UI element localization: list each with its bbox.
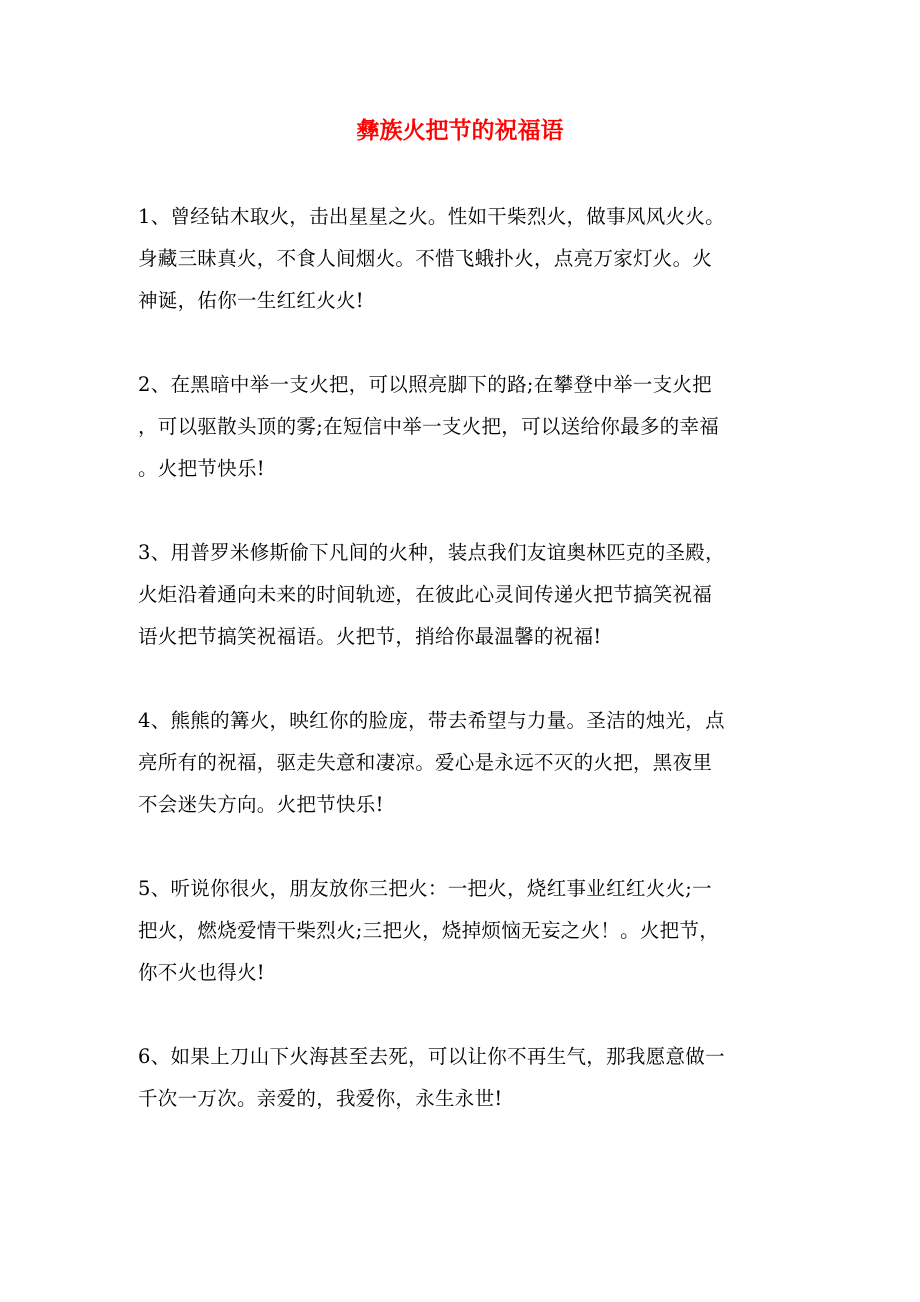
paragraph-line: 。火把节快乐!	[138, 457, 265, 480]
paragraph-4	[138, 700, 788, 826]
document-body	[138, 196, 788, 1162]
paragraph-line: 把火，燃烧爱情干柴烈火;三把火，烧掉烦恼无妄之火！。火把节，	[138, 919, 720, 942]
paragraph-line: 千次一万次。亲爱的，我爱你，永生永世!	[138, 1087, 503, 1110]
paragraph-5	[138, 868, 788, 994]
paragraph-line: 不会迷失方向。火把节快乐!	[138, 793, 384, 816]
paragraph-line: 5、听说你很火，朋友放你三把火：一把火，烧红事业红红火火;一	[138, 877, 712, 900]
paragraph-line: 3、用普罗米修斯偷下凡间的火种，装点我们友谊奥林匹克的圣殿，	[138, 541, 725, 564]
paragraph-3	[138, 532, 788, 658]
paragraph-line: 语火把节搞笑祝福语。火把节，捎给你最温馨的祝福!	[138, 625, 602, 648]
paragraph-line: 4、熊熊的篝火，映红你的脸庞，带去希望与力量。圣洁的烛光，点	[138, 709, 725, 732]
paragraph-line: 身藏三昧真火，不食人间烟火。不惜飞蛾扑火，点亮万家灯火。火	[138, 247, 713, 270]
paragraph-line: 6、如果上刀山下火海甚至去死，可以让你不再生气，那我愿意做一	[138, 1045, 725, 1068]
paragraph-line: 你不火也得火!	[138, 961, 265, 984]
paragraph-line: 神诞，佑你一生红红火火!	[138, 289, 364, 312]
paragraph-line: 火炬沿着通向未来的时间轨迹，在彼此心灵间传递火把节搞笑祝福	[138, 583, 713, 606]
paragraph-line: 亮所有的祝福，驱走失意和凄凉。爱心是永远不灭的火把，黑夜里	[138, 751, 713, 774]
paragraph-line: 1、曾经钻木取火，击出星星之火。性如干柴烈火，做事风风火火。	[138, 205, 725, 228]
paragraph-6	[138, 1036, 788, 1120]
paragraph-2	[138, 364, 788, 490]
document-title: 彝族火把节的祝福语	[356, 118, 564, 144]
paragraph-line: ，可以驱散头顶的雾;在短信中举一支火把，可以送给你最多的幸福	[138, 415, 720, 438]
paragraph-line: 2、在黑暗中举一支火把，可以照亮脚下的路;在攀登中举一支火把	[138, 373, 712, 396]
paragraph-1	[138, 196, 788, 322]
